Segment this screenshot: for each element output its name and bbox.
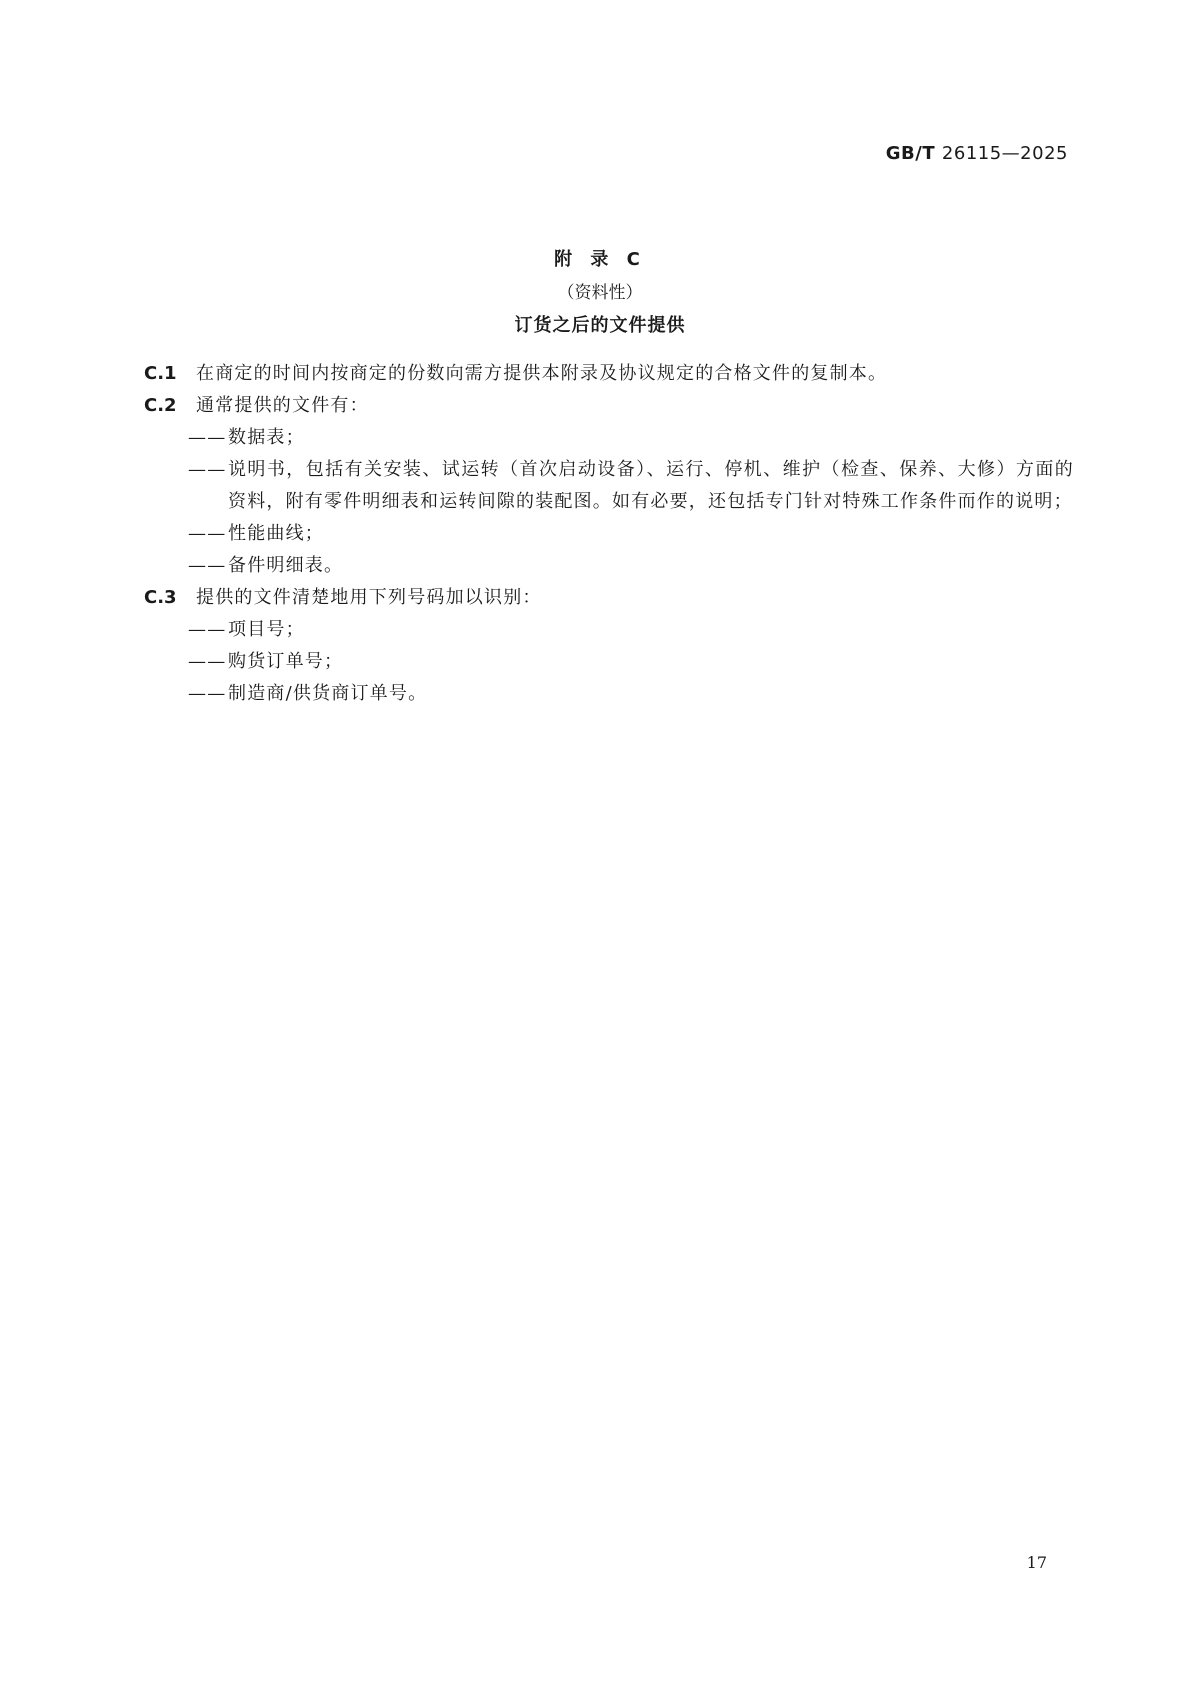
list-item-text: 项目号； (228, 619, 305, 640)
list-dash: —— (188, 683, 227, 704)
list-dash: —— (188, 523, 227, 544)
clause-c3 (144, 582, 1074, 614)
list-item (188, 646, 1074, 678)
standard-code (886, 143, 1068, 164)
list-item-text: 购货订单号； (228, 651, 344, 672)
list-item-text: 制造商/供货商订单号。 (228, 683, 428, 704)
list-item (188, 550, 1074, 582)
list-item (188, 518, 1074, 550)
list-dash: —— (188, 427, 227, 448)
list-item (188, 678, 1074, 710)
list-item-text: 备件明细表。 (228, 555, 344, 576)
clause-text: 通常提供的文件有： (196, 395, 369, 416)
list-dash: —— (188, 619, 227, 640)
standard-prefix: GB/T (885, 143, 936, 164)
clause-c1 (144, 358, 1074, 390)
clause-text: 在商定的时间内按商定的份数向需方提供本附录及协议规定的合格文件的复制本。 (196, 363, 888, 384)
list-item-text: 性能曲线； (228, 523, 324, 544)
list-item-text: 说明书，包括有关安装、试运转（首次启动设备）、运行、停机、维护（检查、保养、大修）方面的资料，附有零件明细表和运转间隙的装配图。如有必要，还包括专门针对特殊工作条件而作的说明； (228, 459, 1074, 512)
list-dash: —— (188, 459, 227, 480)
list-item (188, 422, 1074, 454)
annex-name: 订货之后的文件提供 (514, 315, 686, 336)
clause-c2 (144, 390, 1074, 422)
list-item (188, 454, 1074, 518)
page-number: 17 (1026, 1553, 1047, 1572)
standard-number: 26115—2025 (941, 143, 1068, 164)
list-dash: —— (188, 555, 227, 576)
clause-number: C.1 (144, 363, 177, 384)
clause-number: C.2 (144, 395, 177, 416)
list-dash: —— (188, 651, 227, 672)
annex-nature: （资料性） (557, 283, 643, 303)
annex-body (144, 358, 1074, 710)
clause-number: C.3 (144, 587, 177, 608)
annex-title: 附 录 C (554, 249, 646, 270)
list-item-text: 数据表； (228, 427, 305, 448)
clause-text: 提供的文件清楚地用下列号码加以识别： (196, 587, 542, 608)
list-item (188, 614, 1074, 646)
